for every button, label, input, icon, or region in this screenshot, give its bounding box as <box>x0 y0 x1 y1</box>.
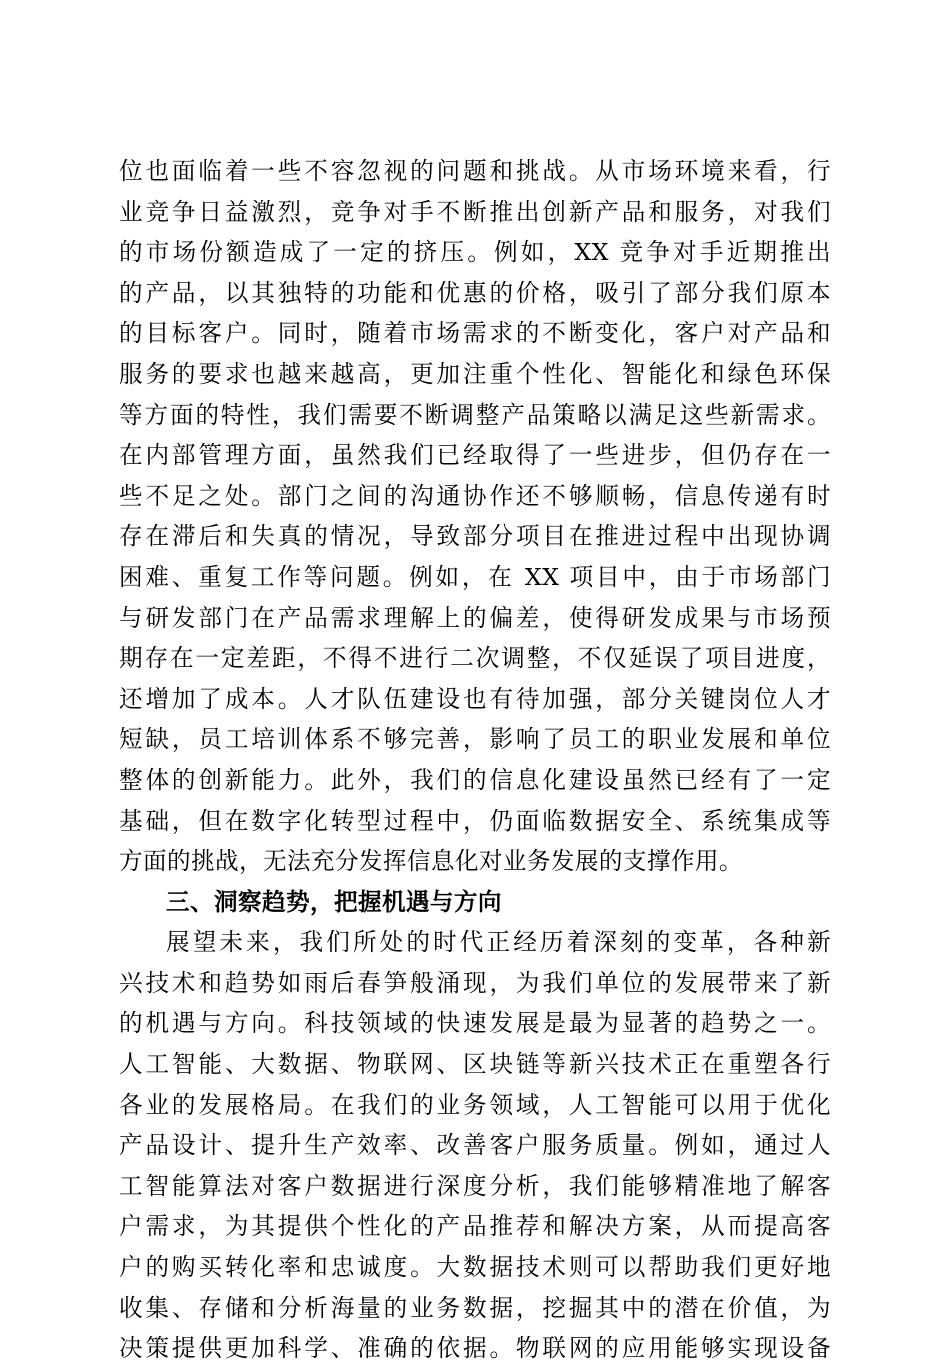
text-line: 户需求，为其提供个性化的产品推荐和解决方案，从而提高客 <box>119 1212 831 1241</box>
text-line: 收集、存储和分析海量的业务数据，挖掘其中的潜在价值，为 <box>119 1293 831 1322</box>
text-line: 兴技术和趋势如雨后春笋般涌现，为我们单位的发展带来了新 <box>119 968 831 997</box>
text-line: 户的购买转化率和忠诚度。大数据技术则可以帮助我们更好地 <box>119 1253 831 1282</box>
text-line: 短缺，员工培训体系不够完善，影响了员工的职业发展和单位 <box>119 725 831 754</box>
text-line: 各业的发展格局。在我们的业务领域，人工智能可以用于优化 <box>119 1090 831 1119</box>
text-line: 整体的创新能力。此外，我们的信息化建设虽然已经有了一定 <box>119 765 831 794</box>
text-line: 工智能算法对客户数据进行深度分析，我们能够精准地了解客 <box>119 1171 831 1200</box>
text-line: 的产品，以其独特的功能和优惠的价格，吸引了部分我们原本 <box>119 278 831 307</box>
text-line: 在内部管理方面，虽然我们已经取得了一些进步，但仍存在一 <box>119 441 831 470</box>
text-line: 存在滞后和失真的情况，导致部分项目在推进过程中出现协调 <box>119 522 831 551</box>
text-line: 展望未来，我们所处的时代正经历着深刻的变革，各种新 <box>166 928 831 957</box>
text-line: 还增加了成本。人才队伍建设也有待加强，部分关键岗位人才 <box>119 684 831 713</box>
text-line: 服务的要求也越来越高，更加注重个性化、智能化和绿色环保 <box>119 359 831 388</box>
text-line: 人工智能、大数据、物联网、区块链等新兴技术正在重塑各行 <box>119 1050 831 1079</box>
text-line: 的市场份额造成了一定的挤压。例如，XX 竞争对手近期推出 <box>119 238 831 267</box>
text-line: 业竞争日益激烈，竞争对手不断推出创新产品和服务，对我们 <box>119 197 831 226</box>
text-line: 困难、重复工作等问题。例如，在 XX 项目中，由于市场部门 <box>119 562 831 591</box>
text-line: 基础，但在数字化转型过程中，仍面临数据安全、系统集成等 <box>119 806 831 835</box>
text-line: 位也面临着一些不容忽视的问题和挑战。从市场环境来看，行 <box>119 157 831 185</box>
text-line: 些不足之处。部门之间的沟通协作还不够顺畅，信息传递有时 <box>119 481 831 510</box>
text-line: 决策提供更加科学、准确的依据。物联网的应用能够实现设备 <box>119 1334 831 1363</box>
paragraph-market-and-management <box>119 151 831 882</box>
text-line: 等方面的特性，我们需要不断调整产品策略以满足这些新需求。 <box>119 400 831 429</box>
paragraph-trends-and-opportunities <box>119 922 831 1369</box>
text-line: 的目标客户。同时，随着市场需求的不断变化，客户对产品和 <box>119 319 831 348</box>
document-body <box>119 151 831 1369</box>
section-heading: 三、洞察趋势，把握机遇与方向 <box>166 887 502 916</box>
text-line: 期存在一定差距，不得不进行二次调整，不仅延误了项目进度， <box>119 644 831 673</box>
text-line: 与研发部门在产品需求理解上的偏差，使得研发成果与市场预 <box>119 603 831 632</box>
text-line: 方面的挑战，无法充分发挥信息化对业务发展的支撑作用。 <box>119 847 743 876</box>
text-line: 产品设计、提升生产效率、改善客户服务质量。例如，通过人 <box>119 1131 831 1160</box>
text-line: 的机遇与方向。科技领域的快速发展是最为显著的趋势之一。 <box>119 1009 831 1038</box>
